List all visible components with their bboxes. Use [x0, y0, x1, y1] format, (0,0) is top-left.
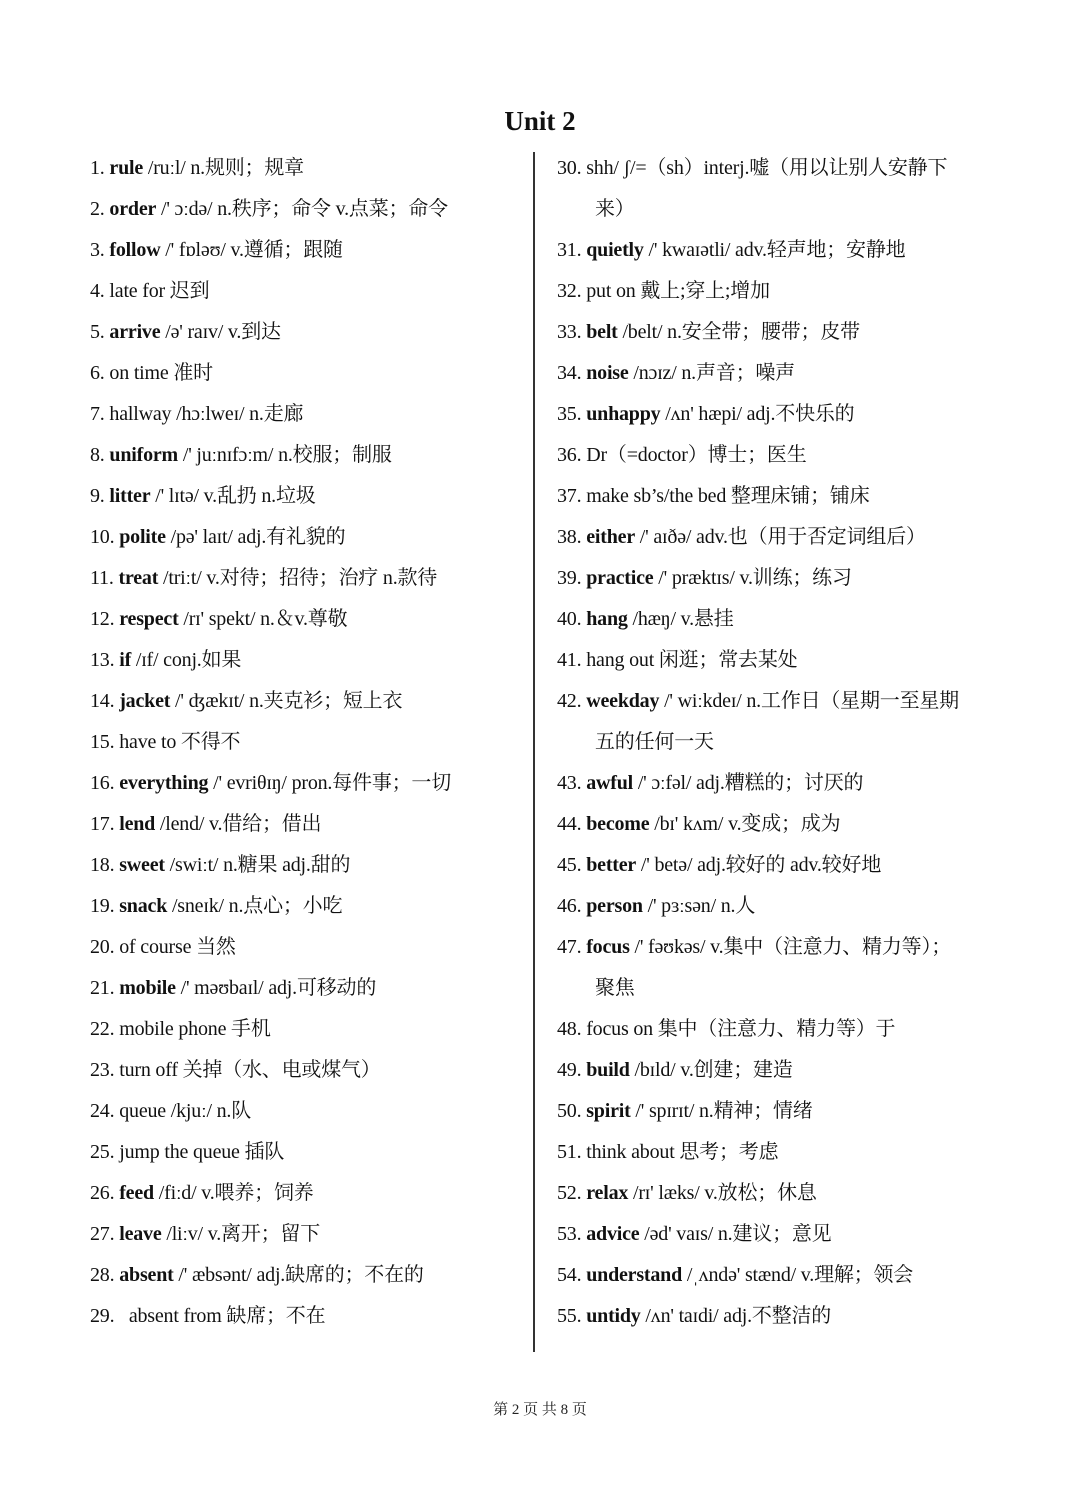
entry-definition: /ˌʌndə' stænd/ v.理解；领会	[682, 1264, 914, 1286]
entry-definition: /belt/ n.安全带；腰带；皮带	[617, 321, 860, 343]
vocab-entry	[90, 681, 530, 722]
entry-number: 37.	[557, 485, 582, 507]
vocab-entry	[557, 886, 997, 927]
entry-definition: /ʌn' taɪdi/ adj.不整洁的	[640, 1305, 832, 1327]
entry-word: order	[109, 198, 157, 220]
entry-number: 28.	[90, 1264, 115, 1286]
entry-definition: /' fəʊkəs/ v.集中（注意力、精力等）；	[629, 936, 952, 958]
entry-definition: /' fɒləʊ/ v.遵循；跟随	[160, 239, 343, 261]
vocab-entry	[557, 599, 997, 640]
entry-word: everything	[119, 772, 209, 794]
entry-definition: /' ɔːfəl/ adj.糟糕的；讨厌的	[633, 772, 864, 794]
vocab-entry	[557, 435, 997, 476]
entry-word: noise	[586, 362, 629, 384]
entry-number: 32.	[557, 280, 582, 302]
entry-definition: /' məʊbaɪl/ adj.可移动的	[175, 977, 377, 999]
entry-word: sweet	[119, 854, 165, 876]
entry-definition: /əd' vaɪs/ n.建议；意见	[639, 1223, 832, 1245]
entry-definition: /rɪ' læks/ v.放松；休息	[628, 1182, 817, 1204]
vocab-entry	[557, 681, 997, 763]
entry-definition: /' wiːkdeɪ/ n.工作日（星期一至星期	[659, 690, 959, 712]
entry-word: mobile	[119, 977, 176, 999]
entry-definition: /swiːt/ n.糖果 adj.甜的	[164, 854, 351, 876]
entry-word: if	[119, 649, 132, 671]
entry-definition: /fiːd/ v.喂养；饲养	[153, 1182, 314, 1204]
entry-definition: put on 戴上;穿上;增加	[586, 280, 770, 302]
vocab-entry	[557, 763, 997, 804]
entry-word: treat	[118, 567, 159, 589]
entry-number: 12.	[90, 608, 115, 630]
vocab-entry	[90, 435, 530, 476]
entry-number: 39.	[557, 567, 582, 589]
vocab-entry	[90, 804, 530, 845]
entry-number: 2.	[90, 198, 105, 220]
entry-definition: /rɪ' spekt/ n.＆v.尊敬	[178, 608, 348, 630]
entry-definition: /hæŋ/ v.悬挂	[627, 608, 734, 630]
vocab-entry	[557, 558, 997, 599]
vocab-entry	[90, 886, 530, 927]
entry-definition: on time 准时	[109, 362, 213, 384]
vocab-entry	[557, 1296, 997, 1337]
entry-definition: /' juːnɪfɔːm/ n.校服；制服	[178, 444, 392, 466]
vocab-entry	[90, 148, 530, 189]
entry-number: 54.	[557, 1264, 582, 1286]
entry-word: quietly	[586, 239, 644, 261]
vocab-entry	[90, 558, 530, 599]
vocab-entry	[557, 640, 997, 681]
entry-number: 44.	[557, 813, 582, 835]
vocab-entry	[90, 1296, 530, 1337]
page-footer: 第 2 页 共 8 页	[493, 1402, 587, 1418]
entry-number: 36.	[557, 444, 582, 466]
entry-word: spirit	[586, 1100, 631, 1122]
vocab-entry	[90, 230, 530, 271]
vocab-entry	[90, 640, 530, 681]
entry-definition: /' betə/ adj.较好的 adv.较好地	[636, 854, 882, 876]
entry-number: 18.	[90, 854, 115, 876]
entry-definition-continued: 聚焦	[595, 977, 635, 999]
entry-definition: /' pɜːsən/ n.人	[642, 895, 756, 917]
vocab-entry	[90, 189, 530, 230]
vocab-entry	[557, 517, 997, 558]
vocab-entry	[90, 1173, 530, 1214]
entry-definition: hang out 闲逛；常去某处	[586, 649, 798, 671]
unit-title: Unit 2	[504, 106, 576, 136]
entry-number: 55.	[557, 1305, 582, 1327]
entry-definition: make sb’s/the bed 整理床铺；铺床	[586, 485, 870, 507]
entry-definition: jump the queue 插队	[119, 1141, 285, 1163]
entry-definition: turn off 关掉（水、电或煤气）	[119, 1059, 381, 1081]
entry-definition: /ʌn' hæpi/ adj.不快乐的	[660, 403, 855, 425]
entry-number: 10.	[90, 526, 115, 548]
entry-definition-continued: 五的任何一天	[595, 731, 714, 753]
vocab-entry	[90, 763, 530, 804]
entry-word: focus	[586, 936, 630, 958]
entry-number: 52.	[557, 1182, 582, 1204]
entry-number: 6.	[90, 362, 105, 384]
entry-word: snack	[119, 895, 168, 917]
entry-word: polite	[119, 526, 166, 548]
entry-definition: /' ɔːdə/ n.秩序；命令 v.点菜；命令	[156, 198, 448, 220]
entry-word: advice	[586, 1223, 640, 1245]
entry-definition: of course 当然	[119, 936, 236, 958]
entry-definition: /pə' laɪt/ adj.有礼貌的	[165, 526, 346, 548]
entry-word: jacket	[119, 690, 171, 712]
vocab-entry	[557, 1214, 997, 1255]
entry-definition: /' aɪðə/ adv.也（用于否定词组后）	[635, 526, 926, 548]
vocab-entry	[90, 1132, 530, 1173]
vocab-entry	[90, 845, 530, 886]
entry-definition: hallway /hɔːlweɪ/ n.走廊	[109, 403, 304, 425]
entry-definition: /ɪf/ conj.如果	[131, 649, 242, 671]
entry-number: 22.	[90, 1018, 115, 1040]
entry-word: absent	[119, 1264, 174, 1286]
entry-number: 9.	[90, 485, 105, 507]
entry-number: 51.	[557, 1141, 582, 1163]
entry-number: 50.	[557, 1100, 582, 1122]
vocab-entry	[557, 1173, 997, 1214]
entry-number: 5.	[90, 321, 105, 343]
entry-number: 33.	[557, 321, 582, 343]
entry-number: 46.	[557, 895, 582, 917]
entry-definition: queue /kjuː/ n.队	[119, 1100, 251, 1122]
entry-word: either	[586, 526, 635, 548]
entry-word: become	[586, 813, 650, 835]
vocab-entry	[90, 1091, 530, 1132]
entry-definition: /bɪld/ v.创建；建造	[629, 1059, 793, 1081]
entry-number: 35.	[557, 403, 582, 425]
entry-word: unhappy	[586, 403, 661, 425]
vocab-entry	[557, 1050, 997, 1091]
entry-definition: /' æbsənt/ adj.缺席的；不在的	[173, 1264, 424, 1286]
entry-definition: mobile phone 手机	[119, 1018, 271, 1040]
vocab-entry	[90, 599, 530, 640]
entry-word: practice	[586, 567, 654, 589]
entry-number: 21.	[90, 977, 115, 999]
entry-number: 1.	[90, 157, 105, 179]
entry-word: hang	[586, 608, 628, 630]
entry-number: 15.	[90, 731, 115, 753]
entry-word: lend	[119, 813, 156, 835]
entry-definition: Dr（=doctor）博士；医生	[586, 444, 807, 466]
entry-definition: /' præktɪs/ v.训练；练习	[653, 567, 852, 589]
entry-definition: shh/ ʃ/=（sh）interj.嘘（用以让别人安静下	[586, 157, 948, 179]
entry-definition: /' spɪrɪt/ n.精神；情绪	[630, 1100, 813, 1122]
vocab-entry	[557, 353, 997, 394]
entry-number: 38.	[557, 526, 582, 548]
vocab-entry	[90, 1009, 530, 1050]
entry-word: litter	[109, 485, 151, 507]
vocab-entry	[557, 845, 997, 886]
entry-word: feed	[119, 1182, 154, 1204]
entry-word: untidy	[586, 1305, 641, 1327]
vocab-entry	[90, 722, 530, 763]
vocab-entry	[90, 271, 530, 312]
entry-number: 20.	[90, 936, 115, 958]
entry-word: arrive	[109, 321, 161, 343]
entry-number: 25.	[90, 1141, 115, 1163]
entry-number: 8.	[90, 444, 105, 466]
entry-number: 41.	[557, 649, 582, 671]
entry-definition: /lend/ v.借给；借出	[155, 813, 322, 835]
entry-definition: /' evriθɪŋ/ pron.每件事；一切	[208, 772, 452, 794]
vocab-column-left	[90, 148, 530, 1337]
entry-number: 13.	[90, 649, 115, 671]
entry-word: belt	[586, 321, 618, 343]
vocab-entry	[557, 927, 997, 1009]
entry-number: 53.	[557, 1223, 582, 1245]
entry-definition: focus on 集中（注意力、精力等）于	[586, 1018, 896, 1040]
entry-definition: /nɔɪz/ n.声音；噪声	[628, 362, 795, 384]
entry-number: 7.	[90, 403, 105, 425]
entry-word: uniform	[109, 444, 179, 466]
entry-number: 34.	[557, 362, 582, 384]
entry-word: rule	[109, 157, 144, 179]
entry-number: 4.	[90, 280, 105, 302]
entry-word: leave	[119, 1223, 162, 1245]
vocab-entry	[90, 517, 530, 558]
vocab-entry	[90, 353, 530, 394]
entry-definition-continued: 来）	[595, 198, 635, 220]
entry-word: understand	[586, 1264, 683, 1286]
vocab-entry	[557, 148, 997, 230]
vocab-entry	[90, 312, 530, 353]
entry-number: 24.	[90, 1100, 115, 1122]
entry-definition: /ruːl/ n.规则；规章	[143, 157, 304, 179]
entry-number: 27.	[90, 1223, 115, 1245]
vocab-entry	[90, 1214, 530, 1255]
entry-number: 30.	[557, 157, 582, 179]
entry-definition: /' kwaɪətli/ adv.轻声地；安静地	[643, 239, 906, 261]
entry-word: build	[586, 1059, 630, 1081]
entry-number: 40.	[557, 608, 582, 630]
entry-number: 19.	[90, 895, 115, 917]
vocab-entry	[557, 312, 997, 353]
entry-definition: /triːt/ v.对待；招待；治疗 n.款待	[158, 567, 438, 589]
entry-number: 16.	[90, 772, 115, 794]
vocab-entry	[557, 394, 997, 435]
entry-word: relax	[586, 1182, 629, 1204]
entry-definition: /sneɪk/ n.点心；小吃	[167, 895, 343, 917]
entry-number: 49.	[557, 1059, 582, 1081]
vocab-column-right	[557, 148, 997, 1337]
entry-number: 23.	[90, 1059, 115, 1081]
entry-number: 17.	[90, 813, 115, 835]
entry-number: 14.	[90, 690, 115, 712]
vocab-entry	[90, 1050, 530, 1091]
vocab-entry	[90, 476, 530, 517]
entry-definition: late for 迟到	[109, 280, 210, 302]
entry-word: awful	[586, 772, 634, 794]
vocab-entry	[90, 394, 530, 435]
entry-number: 47.	[557, 936, 582, 958]
entry-number: 3.	[90, 239, 105, 261]
vocab-entry	[90, 927, 530, 968]
entry-definition: /ə' raɪv/ v.到达	[160, 321, 281, 343]
entry-number: 43.	[557, 772, 582, 794]
vocab-entry	[557, 804, 997, 845]
entry-definition: think about 思考；考虑	[586, 1141, 779, 1163]
column-divider	[533, 152, 535, 1352]
entry-number: 26.	[90, 1182, 115, 1204]
vocab-entry	[557, 1255, 997, 1296]
vocab-entry	[557, 1091, 997, 1132]
entry-definition: /' ʤækɪt/ n.夹克衫；短上衣	[170, 690, 403, 712]
entry-definition: /liːv/ v.离开；留下	[161, 1223, 321, 1245]
entry-number: 48.	[557, 1018, 582, 1040]
entry-word: weekday	[586, 690, 660, 712]
vocab-entry	[557, 1009, 997, 1050]
vocab-entry	[557, 271, 997, 312]
entry-number: 31.	[557, 239, 582, 261]
entry-number: 29.	[90, 1305, 115, 1327]
entry-number: 11.	[90, 567, 114, 589]
vocab-entry	[557, 1132, 997, 1173]
vocab-entry	[90, 968, 530, 1009]
entry-number: 42.	[557, 690, 582, 712]
entry-definition: /' lɪtə/ v.乱扔 n.垃圾	[150, 485, 316, 507]
entry-number: 45.	[557, 854, 582, 876]
vocab-entry	[557, 476, 997, 517]
entry-word: person	[586, 895, 643, 917]
entry-word: follow	[109, 239, 161, 261]
entry-definition: absent from 缺席；不在	[119, 1305, 326, 1327]
entry-word: respect	[119, 608, 179, 630]
entry-word: better	[586, 854, 637, 876]
vocab-entry	[90, 1255, 530, 1296]
entry-definition: have to 不得不	[119, 731, 241, 753]
vocab-entry	[557, 230, 997, 271]
entry-definition: /bɪ' kʌm/ v.变成；成为	[649, 813, 841, 835]
